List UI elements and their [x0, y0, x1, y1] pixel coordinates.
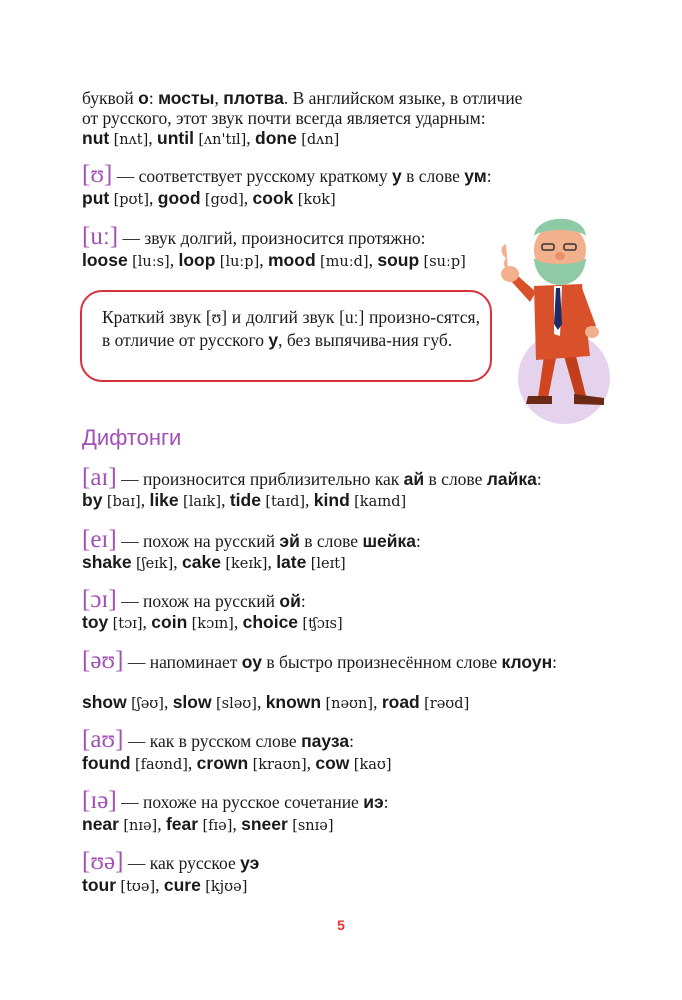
diphthong-ou-examples: show [ʃəʊ], slow [sləʊ], known [nəʊn], road [rəʊd] — [82, 692, 470, 712]
professor-character-illustration — [478, 206, 628, 446]
page-number: 5 — [337, 917, 345, 933]
intro-line-2: от русского, этот звук почти всегда является ударным: — [82, 108, 486, 128]
diphthong-ai-examples: by [baɪ], like [laɪk], tide [taɪd], kind [kaɪnd] — [82, 490, 407, 510]
sound-short-u-examples: put [pʊt], good [gʊd], cook [kʊk] — [82, 188, 336, 208]
diphthong-ou-line: [əʊ] — напоминает оу в быстро произнесённом слове клоун: — [82, 647, 558, 674]
diphthong-ai-line: [aɪ] — произносится приблизительно как ай в слове лайка: — [82, 464, 542, 491]
sound-long-u-line: [uː] — звук долгий, произносится протяжно: — [82, 223, 426, 250]
diphthong-ei-examples: shake [ʃeɪk], cake [keɪk], late [leɪt] — [82, 552, 346, 572]
intro-line-1: буквой о: мосты, плотва. В английском языке, в отличие — [82, 88, 523, 108]
diphthong-oi-examples: toy [tɔɪ], coin [kɔɪn], choice [ʧɔɪs] — [82, 612, 343, 632]
sound-long-u-examples: loose [luːs], loop [luːp], mood [muːd], soup [suːp] — [82, 250, 466, 270]
phoneme-symbol: [uː] — [82, 223, 119, 250]
section-title: Дифтонги — [82, 425, 182, 450]
diphthong-oi-line: [ɔɪ] — похож на русский ой: — [82, 586, 306, 613]
diphthong-au-line: [aʊ] — как в русском слове пауза: — [82, 726, 354, 753]
diphthong-ie-line: [ɪə] — похоже на русское сочетание иэ: — [82, 787, 389, 814]
diphthong-ue-line: [ʊə] — как русское уэ — [82, 848, 260, 875]
speech-bubble-text: Краткий звук [ʊ] и долгий звук [uː] произно-сятся, в отличие от русского у, без выпячива-ния губ. — [102, 307, 480, 350]
phoneme-symbol: [ʊ] — [82, 161, 113, 188]
sound-short-u-line: [ʊ] — соответствует русскому краткому у в слове ум: — [82, 161, 492, 188]
diphthong-ie-examples: near [nɪə], fear [fɪə], sneer [snɪə] — [82, 814, 334, 834]
diphthong-ue-examples: tour [tʊə], cure [kjʊə] — [82, 875, 248, 895]
diphthong-ei-line: [eɪ] — похож на русский эй в слове шейка: — [82, 526, 421, 553]
diphthong-au-examples: found [faʊnd], crown [kraʊn], cow [kaʊ] — [82, 753, 392, 773]
intro-examples: nut [nʌt], until [ʌn'tɪl], done [dʌn] — [82, 128, 340, 148]
